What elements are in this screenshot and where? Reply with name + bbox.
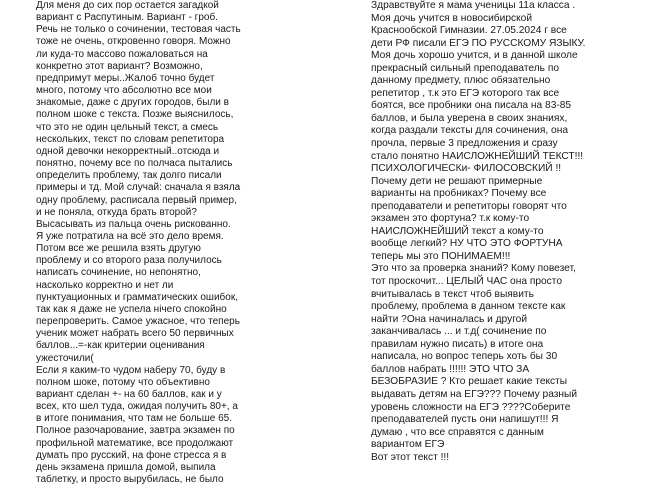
text-line: Для меня до сих пор остается загадкой	[36, 0, 219, 11]
text-line: и не поняла, откуда брать второй?	[36, 206, 197, 218]
text-line: преподавателей пусть они напишут!!! Я	[371, 414, 559, 426]
text-line: уровень сложности на ЕГЭ ????Соберите	[371, 401, 571, 413]
text-line: ужесточили(	[36, 352, 94, 364]
text-line: Почему дети не решают примерные	[371, 175, 543, 187]
text-line: Если я каким-то чудом наберу 70, буду в	[36, 364, 226, 376]
text-line: профильной математике, все продолжают	[36, 437, 234, 449]
text-line: предпримут меры..Жалоб точно будет	[36, 72, 215, 84]
text-line: стало понятно НАИСЛОЖНЕЙШИЙ ТЕКСТ!!!	[371, 150, 584, 162]
right-text-column	[371, 0, 623, 463]
text-line: найти ?Она начиналась и другой	[371, 313, 528, 325]
text-line: полном шоке, потому что объективно	[36, 376, 210, 388]
text-line: вообще легкий? НУ ЧТО ЭТО ФОРТУНА	[371, 238, 563, 250]
left-text-column	[36, 0, 271, 486]
text-line: вчитывалась в текст чтоб выявить	[371, 288, 534, 300]
text-line: БЕЗОБРАЗИЕ ? Кто решает какие тексты	[371, 376, 568, 388]
text-line: вариантом ЕГЭ	[371, 439, 445, 451]
text-line: проблему и со второго раза получилось	[36, 255, 222, 267]
text-line: много, потому что абсолютно все мои	[36, 85, 212, 97]
text-line: баллов, и была уверена в своих знаниях,	[371, 112, 568, 124]
text-line: ли куда-то массово пожаловаться на	[36, 48, 208, 60]
text-line: Это что за проверка знаний? Кому повезет,	[371, 263, 576, 275]
text-line: Вот этот текст !!!	[371, 451, 450, 463]
text-line: правилам нужно писать) в итоге она	[371, 338, 544, 350]
text-line: Высасывать из пальца очень рискованно.	[36, 218, 231, 230]
text-line: проблему, проблема в данном тексте как	[371, 301, 566, 313]
text-line: конкретно этот вариант? Возможно,	[36, 60, 203, 72]
text-line: день экзамена пришла домой, выпила	[36, 461, 216, 473]
text-line: выдавать детям на ЕГЭ??? Почему разный	[371, 388, 578, 400]
text-line: Здравствуйте я мама ученицы 11а класса .	[371, 0, 576, 11]
text-line: таблетку, и просто вырубилась, не было	[36, 474, 224, 486]
text-line: понятно, почему все по полчаса пытались	[36, 158, 233, 170]
text-line: Моя дочь учится в новосибирской	[371, 12, 533, 24]
text-line: перепроверить. Самое ужасное, что теперь	[36, 316, 240, 328]
text-line: думаю , что все справятся с данным	[371, 426, 544, 438]
text-line: репетитор , т.к это ЕГЭ которого так все	[371, 87, 560, 99]
text-line: полном шоке с текста. Позже выяснилось,	[36, 109, 234, 121]
text-line: в итоге понимания, что там не больше 65.	[36, 413, 233, 425]
text-line: определить проблему, так долго писали	[36, 170, 222, 182]
text-line: Я уже потратила на всё это дело время.	[36, 230, 224, 242]
text-line: одной девочки некорректный..отсюда и	[36, 145, 220, 157]
text-line: вариант с Распутиным. Вариант - гроб.	[36, 12, 218, 24]
text-line: баллов набрать !!!!!! ЭТО ЧТО ЗА	[371, 363, 530, 375]
text-line: дети РФ писали ЕГЭ ПО РУССКОМУ ЯЗЫКУ.	[371, 37, 586, 49]
text-line: Полное разочарование, завтра экзамен по	[36, 425, 235, 437]
text-line: НАИСЛОЖНЕЙШИЙ текст а кому-то	[371, 225, 544, 237]
text-line: когда раздали тексты для сочинения, она	[371, 125, 569, 137]
text-line: примеры и тд. Мой случай: сначала я взяла	[36, 182, 241, 194]
text-line: тоже не очень, откровенно говоря. Можно	[36, 36, 231, 48]
text-line: прекрасный сильный преподаватель по	[371, 62, 560, 74]
text-line: данному предмету, плюс обязательно	[371, 75, 551, 87]
text-line: нескольких, текст по словам репетитора	[36, 133, 225, 145]
text-line: варианты на пробниках? Почему все	[371, 188, 547, 200]
text-line: прочла, первые 3 предложения и сразу	[371, 138, 558, 150]
text-line: баллов...=-как критерии оценивания	[36, 340, 205, 352]
text-line: вариант сделан +- на 60 баллов, как и у	[36, 389, 222, 400]
text-line: пунктуационных и грамматических ошибок,	[36, 291, 238, 303]
text-line: Моя дочь хорошо учится, и в данной школе	[371, 50, 578, 62]
text-line: написала, но вопрос теперь хоть бы 30	[371, 351, 558, 363]
text-line: всех, кто шел туда, ожидая получить 80+, а	[36, 401, 238, 413]
text-line: боятся, все пробники она писала на 83-85	[371, 100, 572, 112]
text-line: одну проблему, расписала первый пример,	[36, 194, 237, 206]
text-line: заканчивалась ... и т.д( сочинение по	[371, 326, 547, 338]
text-line: преподаватели и репетиторы говорят что	[371, 200, 567, 212]
text-line: так как я даже не успела нічего спокойно	[36, 303, 227, 315]
text-line: тот проскочит... ЦЕЛЫЙ ЧАС она просто	[371, 276, 562, 288]
text-line: Краснообской Гимназии. 27.05.2024 г все	[371, 25, 567, 37]
text-line: что это не один цельный текст, а смесь	[36, 121, 219, 133]
text-line: теперь мы это ПОНИМАЕМ!!!	[371, 250, 511, 262]
text-line: написать сочинение, но непонятно,	[36, 267, 201, 279]
text-line: экзамен это фортуна? т.к кому-то	[371, 213, 530, 225]
text-line: ученик может набрать всего 50 первичных	[36, 328, 234, 340]
text-line: Потом все же решила взять другую	[36, 243, 201, 255]
text-line: Речь не только о сочинении, тестовая часть	[36, 24, 241, 36]
text-line: думать про русский, на фоне стресса я в	[36, 449, 227, 461]
text-line: ПСИХОЛОГИЧЕСКи- ФИЛОСОВСКИЙ !!	[371, 163, 562, 175]
text-line: знакомые, даже с других городов, были в	[36, 97, 229, 109]
text-line: насколько корректно и нет ли	[36, 279, 174, 291]
